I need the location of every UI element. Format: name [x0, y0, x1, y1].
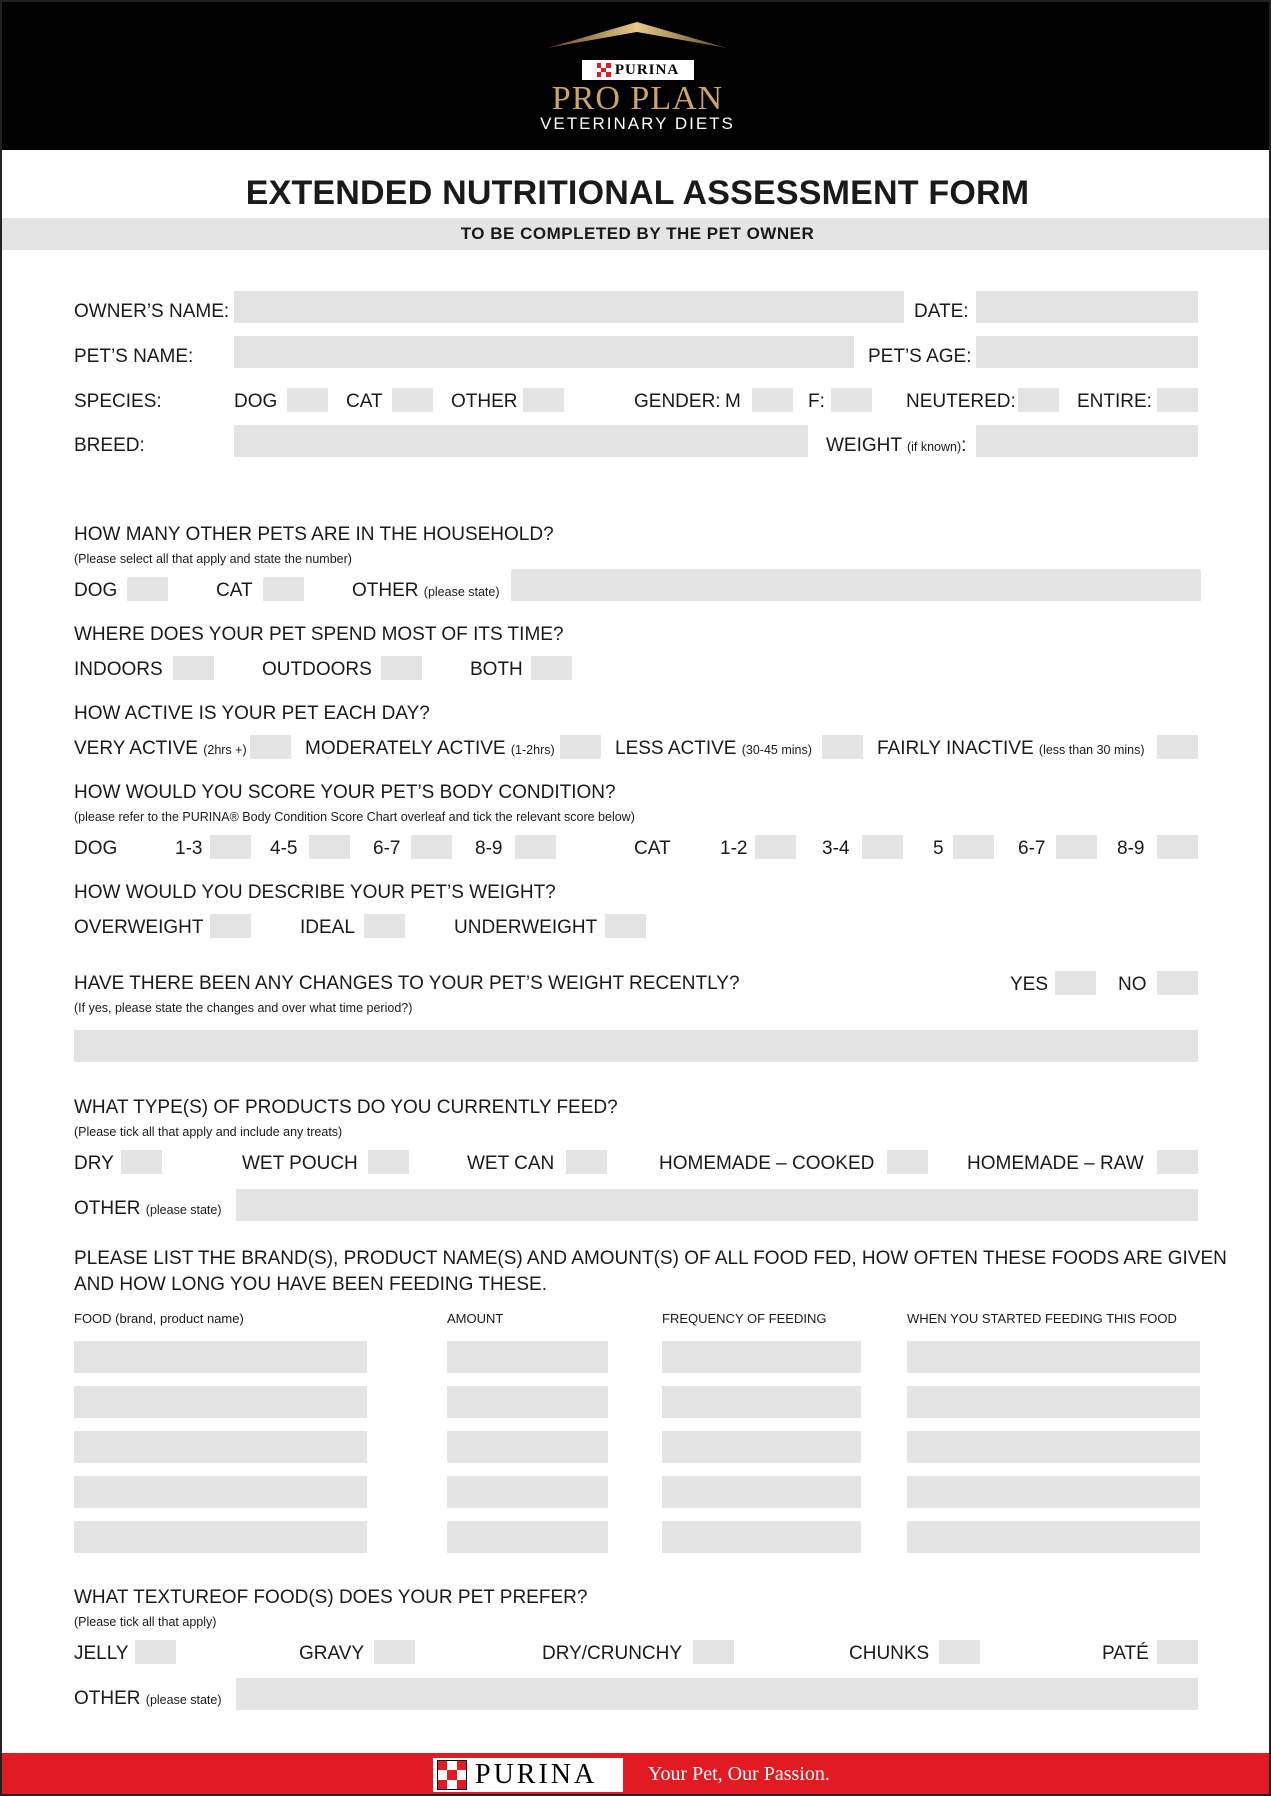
- col-food-header: FOOD (brand, product name): [74, 1311, 244, 1326]
- dry-crunchy-label: DRY/CRUNCHY: [542, 1643, 683, 1664]
- bcs-cat-label: CAT: [634, 838, 671, 859]
- texture-other-text: OTHER: [74, 1688, 141, 1709]
- outdoors-label: OUTDOORS: [262, 659, 372, 680]
- bcs-dog-score-checkbox[interactable]: [309, 835, 350, 859]
- weight-label: [826, 435, 966, 458]
- col-started-header: WHEN YOU STARTED FEEDING THIS FOOD: [907, 1311, 1177, 1326]
- indoors-label: INDOORS: [74, 659, 163, 680]
- form-title: EXTENDED NUTRITIONAL ASSESSMENT FORM: [245, 174, 1030, 212]
- wet-pouch-checkbox[interactable]: [368, 1150, 409, 1174]
- purina-badge: [582, 60, 694, 80]
- texture-note: (Please tick all that apply): [74, 1615, 217, 1629]
- neutered-checkbox[interactable]: [1018, 388, 1059, 412]
- gravy-label: GRAVY: [299, 1643, 365, 1664]
- started-cell[interactable]: [907, 1341, 1200, 1373]
- species-other-checkbox[interactable]: [523, 388, 564, 412]
- footer-purina-logo: [433, 1758, 623, 1792]
- less-active-text: LESS ACTIVE: [615, 738, 737, 759]
- both-label: BOTH: [470, 659, 523, 680]
- texture-other-label: [74, 1688, 222, 1711]
- bcs-cat-score-checkbox[interactable]: [755, 835, 796, 859]
- amount-cell[interactable]: [447, 1476, 608, 1508]
- homemade-raw-label: HOMEMADE – RAW: [967, 1153, 1144, 1174]
- weight-field[interactable]: [976, 425, 1198, 457]
- very-active-text: VERY ACTIVE: [74, 738, 198, 759]
- gender-m-label: M: [725, 391, 741, 412]
- household-other-note: (please state): [423, 585, 500, 599]
- date-label: DATE:: [914, 301, 969, 322]
- dry-crunchy-checkbox[interactable]: [693, 1640, 734, 1664]
- bcs-dog-score-checkbox[interactable]: [210, 835, 251, 859]
- household-other-field[interactable]: [511, 569, 1201, 601]
- homemade-raw-checkbox[interactable]: [1157, 1150, 1198, 1174]
- food-cell[interactable]: [74, 1386, 367, 1418]
- moderately-active-checkbox[interactable]: [560, 735, 601, 759]
- chunks-checkbox[interactable]: [939, 1640, 980, 1664]
- bcs-cat-score-checkbox[interactable]: [862, 835, 903, 859]
- footer-tagline: Your Pet, Our Passion.: [648, 1763, 830, 1785]
- time-question: WHERE DOES YOUR PET SPEND MOST OF ITS TIME?: [74, 624, 564, 645]
- bcs-dog-score-label: 1-3: [175, 838, 203, 859]
- footer-banner: [2, 1753, 1271, 1796]
- weight-change-yes-checkbox[interactable]: [1055, 971, 1096, 995]
- bcs-dog-score-checkbox[interactable]: [515, 835, 556, 859]
- dry-label: DRY: [74, 1153, 114, 1174]
- household-cat-field[interactable]: [263, 577, 304, 601]
- species-cat-label: CAT: [346, 391, 383, 412]
- frequency-cell[interactable]: [662, 1521, 861, 1553]
- underweight-label: UNDERWEIGHT: [454, 917, 598, 938]
- breed-field[interactable]: [234, 425, 808, 457]
- weight-note: (if known): [906, 440, 962, 454]
- neutered-label: NEUTERED:: [906, 391, 1016, 412]
- food-cell[interactable]: [74, 1476, 367, 1508]
- species-other-label: OTHER: [451, 391, 518, 412]
- homemade-cooked-label: HOMEMADE – COOKED: [659, 1153, 875, 1174]
- species-label: SPECIES:: [74, 391, 162, 412]
- pets-age-label: PET’S AGE:: [868, 346, 972, 367]
- body-condition-question: HOW WOULD YOU SCORE YOUR PET’S BODY CONDITION?: [74, 782, 616, 803]
- fairly-inactive-note: (less than 30 mins): [1038, 743, 1145, 757]
- species-cat-checkbox[interactable]: [392, 388, 433, 412]
- form-subtitle: TO BE COMPLETED BY THE PET OWNER: [2, 218, 1271, 250]
- bcs-cat-score-label: 6-7: [1018, 838, 1046, 859]
- started-cell[interactable]: [907, 1476, 1200, 1508]
- dry-checkbox[interactable]: [121, 1150, 162, 1174]
- household-dog-label: DOG: [74, 580, 118, 601]
- roof-logo-icon: [547, 22, 727, 52]
- overweight-checkbox[interactable]: [210, 914, 251, 938]
- fairly-inactive-label: [877, 738, 1145, 761]
- started-cell[interactable]: [907, 1431, 1200, 1463]
- bcs-cat-score-label: 8-9: [1117, 838, 1145, 859]
- weight-desc-question: HOW WOULD YOU DESCRIBE YOUR PET’S WEIGHT?: [74, 882, 556, 903]
- species-dog-label: DOG: [234, 391, 278, 412]
- indoors-checkbox[interactable]: [173, 656, 214, 680]
- species-dog-checkbox[interactable]: [287, 388, 328, 412]
- pets-age-field[interactable]: [976, 336, 1198, 368]
- wet-can-label: WET CAN: [467, 1153, 555, 1174]
- weight-change-note: (If yes, please state the changes and over what time period?): [74, 1001, 413, 1015]
- pro-plan-logo-text: PRO PLAN: [551, 80, 724, 117]
- moderately-active-label: [305, 738, 555, 761]
- less-active-note: (30-45 mins): [741, 743, 812, 757]
- less-active-label: [615, 738, 812, 761]
- chunks-label: CHUNKS: [849, 1643, 930, 1664]
- owners-name-field[interactable]: [234, 291, 904, 323]
- fairly-inactive-text: FAIRLY INACTIVE: [877, 738, 1034, 759]
- bcs-dog-score-checkbox[interactable]: [411, 835, 452, 859]
- weight-change-no-label: NO: [1118, 974, 1147, 995]
- amount-cell[interactable]: [447, 1341, 608, 1373]
- moderately-active-note: (1-2hrs): [510, 743, 555, 757]
- homemade-cooked-checkbox[interactable]: [887, 1150, 928, 1174]
- products-note: (Please tick all that apply and include any treats): [74, 1125, 343, 1139]
- overweight-label: OVERWEIGHT: [74, 917, 204, 938]
- very-active-label: [74, 738, 247, 761]
- bcs-cat-score-checkbox[interactable]: [1056, 835, 1097, 859]
- footer-brand-text: PURINA: [475, 1759, 598, 1790]
- started-cell[interactable]: [907, 1386, 1200, 1418]
- pets-name-field[interactable]: [234, 336, 854, 368]
- weight-change-question: HAVE THERE BEEN ANY CHANGES TO YOUR PET’S WEIGHT RECENTLY?: [74, 973, 740, 994]
- products-other-label: [74, 1198, 222, 1221]
- entire-checkbox[interactable]: [1157, 388, 1198, 412]
- owners-name-label: OWNER’S NAME:: [74, 301, 230, 322]
- amount-cell[interactable]: [447, 1431, 608, 1463]
- weight-change-yes-label: YES: [1010, 974, 1049, 995]
- pate-checkbox[interactable]: [1157, 1640, 1198, 1664]
- bcs-dog-score-label: 4-5: [270, 838, 298, 859]
- food-list-question-line2: AND HOW LONG YOU HAVE BEEN FEEDING THESE.: [74, 1274, 547, 1295]
- frequency-cell[interactable]: [662, 1431, 861, 1463]
- breed-label: BREED:: [74, 435, 145, 456]
- gender-m-checkbox[interactable]: [752, 388, 793, 412]
- jelly-checkbox[interactable]: [135, 1640, 176, 1664]
- less-active-checkbox[interactable]: [822, 735, 863, 759]
- food-cell[interactable]: [74, 1521, 367, 1553]
- fairly-inactive-checkbox[interactable]: [1157, 735, 1198, 759]
- products-question: WHAT TYPE(S) OF PRODUCTS DO YOU CURRENTLY FEED?: [74, 1097, 618, 1118]
- pate-label: PATÉ: [1102, 1643, 1149, 1664]
- household-other-text: OTHER: [352, 580, 419, 601]
- ideal-label: IDEAL: [300, 917, 355, 938]
- bcs-cat-score-label: 3-4: [822, 838, 850, 859]
- frequency-cell[interactable]: [662, 1341, 861, 1373]
- checkerboard-icon: [597, 63, 611, 77]
- texture-other-note: (please state): [145, 1693, 222, 1707]
- household-cat-label: CAT: [216, 580, 253, 601]
- underweight-checkbox[interactable]: [605, 914, 646, 938]
- bcs-cat-score-label: 5: [933, 838, 944, 859]
- wet-pouch-label: WET POUCH: [242, 1153, 358, 1174]
- amount-cell[interactable]: [447, 1521, 608, 1553]
- gender-label: GENDER:: [634, 391, 721, 412]
- food-cell[interactable]: [74, 1341, 367, 1373]
- gender-f-label: F:: [808, 391, 825, 412]
- weight-change-no-checkbox[interactable]: [1157, 971, 1198, 995]
- both-checkbox[interactable]: [531, 656, 572, 680]
- pets-name-label: PET’S NAME:: [74, 346, 194, 367]
- household-question: HOW MANY OTHER PETS ARE IN THE HOUSEHOLD?: [74, 524, 554, 545]
- bcs-dog-label: DOG: [74, 838, 118, 859]
- frequency-cell[interactable]: [662, 1386, 861, 1418]
- household-dog-field[interactable]: [127, 577, 168, 601]
- bcs-cat-score-checkbox[interactable]: [953, 835, 994, 859]
- weight-colon: :: [961, 435, 967, 456]
- brand-text: PURINA: [614, 61, 680, 78]
- jelly-label: JELLY: [74, 1643, 129, 1664]
- moderately-active-text: MODERATELY ACTIVE: [305, 738, 506, 759]
- date-field[interactable]: [976, 291, 1198, 323]
- entire-label: ENTIRE:: [1077, 391, 1152, 412]
- ideal-checkbox[interactable]: [364, 914, 405, 938]
- bcs-cat-score-checkbox[interactable]: [1157, 835, 1198, 859]
- frequency-cell[interactable]: [662, 1476, 861, 1508]
- gender-f-checkbox[interactable]: [831, 388, 872, 412]
- texture-other-field[interactable]: [236, 1678, 1198, 1710]
- food-list-question-line1: PLEASE LIST THE BRAND(S), PRODUCT NAME(S) AND AMOUNT(S) OF ALL FOOD FED, HOW OFTEN THESE FOODS ARE GIVEN: [74, 1248, 1227, 1269]
- body-condition-note: (please refer to the PURINA® Body Condition Score Chart overleaf and tick the relevant score below): [74, 810, 635, 824]
- food-cell[interactable]: [74, 1431, 367, 1463]
- products-other-text: OTHER: [74, 1198, 141, 1219]
- texture-question: WHAT TEXTUREOF FOOD(S) DOES YOUR PET PREFER?: [74, 1587, 588, 1608]
- started-cell[interactable]: [907, 1521, 1200, 1553]
- activity-question: HOW ACTIVE IS YOUR PET EACH DAY?: [74, 703, 430, 724]
- household-other-label: [352, 580, 500, 603]
- products-other-field[interactable]: [236, 1189, 1198, 1221]
- bcs-dog-score-label: 6-7: [373, 838, 401, 859]
- very-active-note: (2hrs +): [203, 743, 247, 757]
- household-note: (Please select all that apply and state the number): [74, 552, 352, 566]
- amount-cell[interactable]: [447, 1386, 608, 1418]
- wet-can-checkbox[interactable]: [566, 1150, 607, 1174]
- col-amount-header: AMOUNT: [447, 1311, 504, 1326]
- products-other-note: (please state): [145, 1203, 222, 1217]
- weight-change-details-field[interactable]: [74, 1030, 1198, 1062]
- outdoors-checkbox[interactable]: [381, 656, 422, 680]
- header-banner: [2, 2, 1271, 150]
- bcs-dog-score-label: 8-9: [475, 838, 503, 859]
- gravy-checkbox[interactable]: [374, 1640, 415, 1664]
- weight-text: WEIGHT: [826, 435, 902, 456]
- checkerboard-icon: [437, 1760, 467, 1790]
- very-active-checkbox[interactable]: [250, 735, 291, 759]
- bcs-cat-score-label: 1-2: [720, 838, 748, 859]
- col-frequency-header: FREQUENCY OF FEEDING: [662, 1311, 827, 1326]
- vet-diets-text: VETERINARY DIETS: [540, 114, 735, 133]
